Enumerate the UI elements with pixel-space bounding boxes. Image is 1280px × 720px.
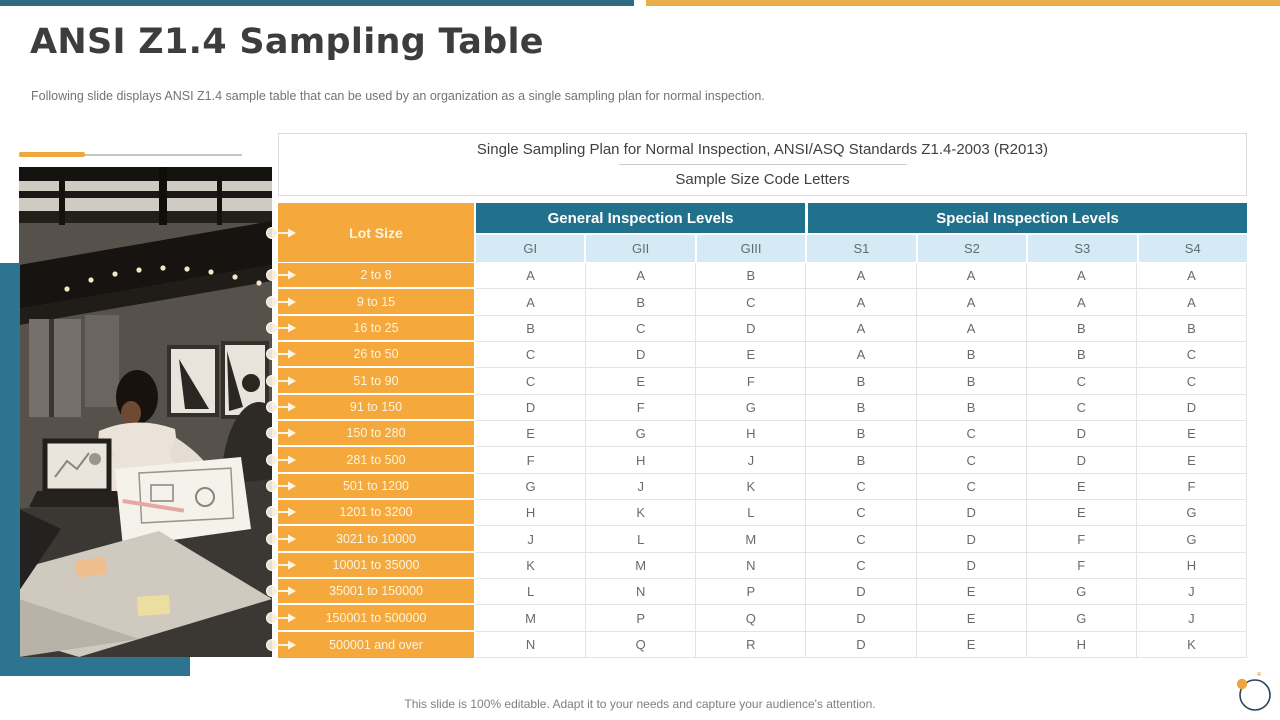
code-cell: C <box>1027 368 1137 394</box>
code-cell: M <box>586 553 696 579</box>
subheader-s4: S4 <box>1137 235 1247 262</box>
table-title-block <box>278 133 1247 196</box>
code-cell: B <box>917 342 1027 368</box>
code-cell: G <box>586 421 696 447</box>
arrow-right-circle-icon <box>265 505 297 519</box>
code-cell: B <box>1027 342 1137 368</box>
arrow-right-circle-icon <box>265 321 297 335</box>
code-cell: D <box>806 605 916 631</box>
code-cell: E <box>696 342 806 368</box>
code-cell: C <box>917 474 1027 500</box>
table-row <box>278 421 1247 447</box>
code-cell: B <box>696 263 806 289</box>
lot-size-label: 35001 to 150000 <box>329 584 423 599</box>
code-cell: L <box>476 579 586 605</box>
code-cell: A <box>806 316 916 342</box>
code-cell: J <box>586 474 696 500</box>
code-cell: B <box>917 395 1027 421</box>
lot-size-cell <box>278 474 476 500</box>
code-cell: F <box>586 395 696 421</box>
code-cell: A <box>917 316 1027 342</box>
sampling-table <box>278 133 1247 658</box>
code-cell: D <box>1027 447 1137 473</box>
code-cell: H <box>1137 553 1247 579</box>
subheader-s1: S1 <box>805 235 915 262</box>
code-cell: P <box>696 579 806 605</box>
lot-size-label: 26 to 50 <box>353 347 399 362</box>
table-row <box>278 447 1247 473</box>
code-cell: E <box>1027 500 1137 526</box>
arrow-right-circle-icon <box>265 532 297 546</box>
code-cell: P <box>586 605 696 631</box>
table-row <box>278 474 1247 500</box>
code-cell: B <box>476 316 586 342</box>
code-cell: C <box>806 553 916 579</box>
subheader-s3: S3 <box>1026 235 1136 262</box>
special-levels-header: Special Inspection Levels <box>805 203 1247 233</box>
code-cell: A <box>586 263 696 289</box>
lot-size-label: 16 to 25 <box>353 320 399 335</box>
table-row <box>278 553 1247 579</box>
lot-size-cell <box>278 447 476 473</box>
code-cell: K <box>586 500 696 526</box>
table-row <box>278 289 1247 315</box>
code-cell: A <box>1027 263 1137 289</box>
code-cell: K <box>476 553 586 579</box>
code-cell: L <box>586 526 696 552</box>
lot-size-label: 2 to 8 <box>360 268 392 283</box>
table-title-line1: Single Sampling Plan for Normal Inspection, ANSI/ASQ Standards Z1.4-2003 (R2013) <box>476 141 1049 158</box>
code-cell: F <box>476 447 586 473</box>
table-row <box>278 263 1247 289</box>
lot-size-cell <box>278 605 476 631</box>
footer-note: This slide is 100% editable. Adapt it to your needs and capture your audience's attention. <box>404 697 876 711</box>
lot-size-label: 150 to 280 <box>346 426 406 441</box>
lot-size-header-cell <box>278 203 476 262</box>
lot-size-cell <box>278 632 476 658</box>
code-cell: N <box>696 553 806 579</box>
code-cell: C <box>1027 395 1137 421</box>
lot-size-cell <box>278 395 476 421</box>
page-title: ANSI Z1.4 Sampling Table <box>30 22 544 62</box>
code-cell: D <box>917 526 1027 552</box>
code-cell: M <box>696 526 806 552</box>
lot-size-label: 9 to 15 <box>356 294 396 309</box>
code-cell: D <box>476 395 586 421</box>
accent-line <box>19 152 85 157</box>
code-cell: A <box>476 289 586 315</box>
arrow-right-circle-icon <box>265 295 297 309</box>
code-cell: A <box>806 289 916 315</box>
table-row <box>278 316 1247 342</box>
code-cell: C <box>917 447 1027 473</box>
code-cell: K <box>696 474 806 500</box>
code-cell: M <box>476 605 586 631</box>
code-cell: H <box>696 421 806 447</box>
arrow-right-circle-icon <box>265 400 297 414</box>
code-cell: F <box>1027 553 1137 579</box>
code-cell: C <box>476 342 586 368</box>
code-cell: J <box>1137 579 1247 605</box>
subheader-row <box>476 235 1247 262</box>
code-cell: E <box>1137 447 1247 473</box>
code-cell: B <box>806 421 916 447</box>
lot-size-label: 500001 and over <box>329 637 423 652</box>
bottom-accent-bar <box>0 657 190 676</box>
code-cell: C <box>696 289 806 315</box>
code-cell: N <box>476 632 586 658</box>
code-cell: C <box>917 421 1027 447</box>
table-row <box>278 395 1247 421</box>
code-cell: G <box>1027 605 1137 631</box>
code-cell: Q <box>586 632 696 658</box>
code-cell: B <box>806 395 916 421</box>
arrow-right-circle-icon <box>265 374 297 388</box>
lot-size-cell <box>278 368 476 394</box>
code-cell: C <box>476 368 586 394</box>
lot-size-cell <box>278 579 476 605</box>
code-cell: B <box>586 289 696 315</box>
lot-size-label: 51 to 90 <box>353 373 399 388</box>
code-cell: G <box>1027 579 1137 605</box>
code-cell: B <box>806 447 916 473</box>
arrow-right-circle-icon <box>265 558 297 572</box>
code-cell: J <box>476 526 586 552</box>
code-cell: F <box>696 368 806 394</box>
code-cell: A <box>917 289 1027 315</box>
subheader-gi: GI <box>476 235 584 262</box>
arrow-right-circle-icon <box>265 611 297 625</box>
code-cell: E <box>1137 421 1247 447</box>
lot-size-label: 150001 to 500000 <box>325 610 427 625</box>
lot-size-label: 1201 to 3200 <box>339 505 413 520</box>
code-cell: E <box>586 368 696 394</box>
code-cell: N <box>586 579 696 605</box>
lot-size-cell <box>278 421 476 447</box>
lot-size-cell <box>278 289 476 315</box>
code-cell: D <box>1137 395 1247 421</box>
lot-size-cell <box>278 316 476 342</box>
table-row <box>278 500 1247 526</box>
lot-size-cell <box>278 526 476 552</box>
code-cell: D <box>586 342 696 368</box>
arrow-right-circle-icon <box>265 347 297 361</box>
general-levels-header: General Inspection Levels <box>476 203 805 233</box>
logo-icon <box>1230 662 1274 714</box>
arrow-right-circle-icon <box>265 268 297 282</box>
code-cell: G <box>1137 526 1247 552</box>
table-title-line2: Sample Size Code Letters <box>675 171 850 188</box>
code-cell: F <box>1137 474 1247 500</box>
table-header <box>278 203 1247 262</box>
lot-size-cell <box>278 342 476 368</box>
code-cell: B <box>806 368 916 394</box>
lot-size-label: 501 to 1200 <box>342 478 410 493</box>
code-cell: E <box>917 605 1027 631</box>
left-accent-bar <box>0 263 20 676</box>
code-cell: A <box>476 263 586 289</box>
lot-size-cell <box>278 500 476 526</box>
subheader-gii: GII <box>584 235 694 262</box>
code-cell: B <box>917 368 1027 394</box>
arrow-right-circle-icon <box>265 226 297 240</box>
code-cell: A <box>917 263 1027 289</box>
code-cell: C <box>1137 368 1247 394</box>
table-row <box>278 368 1247 394</box>
code-cell: F <box>1027 526 1137 552</box>
code-cell: C <box>806 474 916 500</box>
lot-size-label: 10001 to 35000 <box>332 557 420 572</box>
code-cell: H <box>586 447 696 473</box>
subheader-s2: S2 <box>916 235 1026 262</box>
lot-size-label: 281 to 500 <box>346 452 406 467</box>
code-cell: D <box>1027 421 1137 447</box>
code-cell: G <box>1137 500 1247 526</box>
table-row <box>278 342 1247 368</box>
code-cell: B <box>1137 316 1247 342</box>
code-cell: A <box>806 342 916 368</box>
lot-size-header-label: Lot Size <box>349 224 403 241</box>
lot-size-cell <box>278 553 476 579</box>
code-cell: J <box>696 447 806 473</box>
code-cell: C <box>806 500 916 526</box>
table-row <box>278 632 1247 658</box>
code-cell: J <box>1137 605 1247 631</box>
group-header-row <box>476 203 1247 233</box>
table-row <box>278 579 1247 605</box>
lot-size-label: 91 to 150 <box>349 399 403 414</box>
table-row <box>278 526 1247 552</box>
code-cell: Q <box>696 605 806 631</box>
code-cell: R <box>696 632 806 658</box>
arrow-right-circle-icon <box>265 426 297 440</box>
table-body <box>278 263 1247 658</box>
code-cell: C <box>1137 342 1247 368</box>
code-cell: G <box>476 474 586 500</box>
code-cell: D <box>917 500 1027 526</box>
top-accent-bar-teal <box>0 0 634 6</box>
arrow-right-circle-icon <box>265 479 297 493</box>
slide-subtitle: Following slide displays ANSI Z1.4 sample table that can be used by an organization as a single sampling plan for normal inspection. <box>31 89 765 103</box>
code-cell: B <box>1027 316 1137 342</box>
lot-size-label: 3021 to 10000 <box>336 531 416 546</box>
code-cell: E <box>1027 474 1137 500</box>
office-photo-illustration <box>19 167 272 657</box>
code-cell: D <box>696 316 806 342</box>
lot-size-cell <box>278 263 476 289</box>
arrow-right-circle-icon <box>265 584 297 598</box>
code-cell: D <box>806 579 916 605</box>
office-photo <box>19 167 272 657</box>
code-cell: H <box>476 500 586 526</box>
code-cell: H <box>1027 632 1137 658</box>
arrow-right-circle-icon <box>265 638 297 652</box>
code-cell: D <box>917 553 1027 579</box>
code-cell: L <box>696 500 806 526</box>
code-cell: C <box>586 316 696 342</box>
code-cell: G <box>696 395 806 421</box>
code-cell: A <box>1137 289 1247 315</box>
code-cell: K <box>1137 632 1247 658</box>
code-cell: E <box>476 421 586 447</box>
table-row <box>278 605 1247 631</box>
top-accent-bar-orange <box>646 0 1280 6</box>
code-cell: E <box>917 632 1027 658</box>
code-cell: A <box>1137 263 1247 289</box>
code-cell: A <box>806 263 916 289</box>
code-cell: A <box>1027 289 1137 315</box>
code-cell: C <box>806 526 916 552</box>
arrow-right-circle-icon <box>265 453 297 467</box>
code-cell: D <box>806 632 916 658</box>
subheader-giii: GIII <box>695 235 805 262</box>
code-cell: E <box>917 579 1027 605</box>
